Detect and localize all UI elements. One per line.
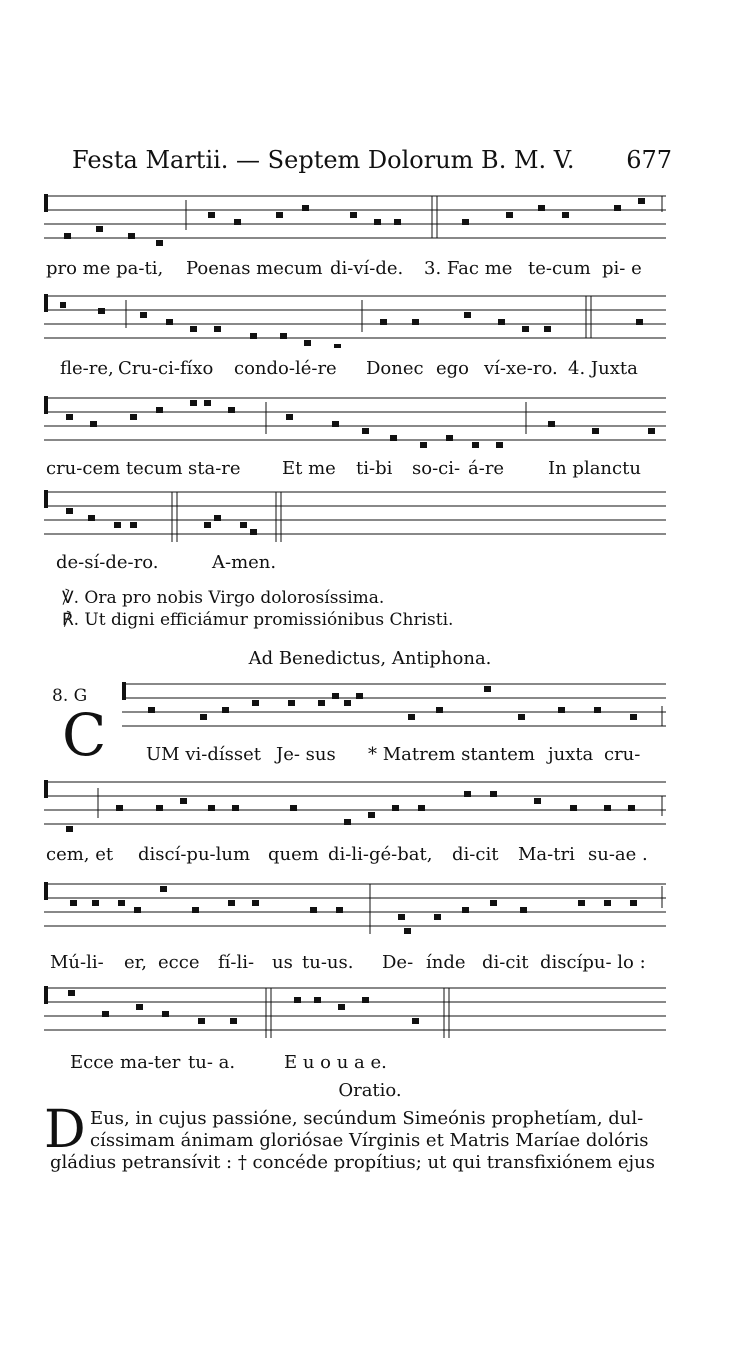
lyric-syllable: pi- e [602, 258, 642, 279]
lyric-syllable: fí-li- [218, 952, 255, 973]
chant-staff-6 [44, 774, 666, 834]
chant-staff-8 [44, 980, 666, 1040]
antiphon-heading: Ad Benedictus, Antiphona. [248, 648, 492, 669]
lyric-syllable: 4. Juxta [568, 358, 638, 379]
lyric-line-5 [0, 744, 740, 770]
lyric-line-3 [0, 458, 740, 484]
oratio-heading: Oratio. [338, 1080, 402, 1101]
lyric-syllable: De- [382, 952, 414, 973]
initial-letter-c: C [62, 701, 107, 769]
lyric-syllable: á-re [468, 458, 505, 479]
page-title: Festa Martii. — Septem Dolorum B. M. V. [72, 146, 575, 174]
versicle: ℣. Ora pro nobis Virgo dolorosíssima. [62, 588, 385, 608]
lyric-syllable: te-cum [528, 258, 591, 279]
staff-lines [44, 288, 666, 348]
lyric-syllable: UM vi-dísset [146, 744, 261, 765]
lyric-syllable: Poenas mecum [186, 258, 323, 279]
lyric-syllable: quem [268, 844, 319, 865]
lyric-syllable: E u o u a e. [284, 1052, 387, 1073]
lyric-syllable: di-li-gé-bat, [328, 844, 433, 865]
lyric-syllable: di-cit [482, 952, 529, 973]
lyric-syllable: cru-cem tecum [46, 458, 183, 479]
lyric-syllable: Et me [282, 458, 336, 479]
staff-lines [44, 188, 666, 248]
lyric-syllable: In planctu [548, 458, 641, 479]
lyric-syllable: di-cit [452, 844, 499, 865]
lyric-syllable: us [272, 952, 293, 973]
chant-staff-3 [44, 390, 666, 450]
oratio-line-1: Eus, in cujus passióne, secúndum Simeónis prophetíam, dul- [90, 1108, 644, 1129]
staff-lines [44, 876, 666, 936]
lyric-syllable: juxta [548, 744, 594, 765]
lyric-syllable: ti-bi [356, 458, 393, 479]
staff-lines [44, 484, 666, 544]
staff-lines [44, 390, 666, 450]
lyric-syllable: discípu- lo : [540, 952, 646, 973]
lyric-syllable: fle-re, [60, 358, 114, 379]
staff-lines [122, 676, 666, 736]
lyric-syllable: tu-us. [302, 952, 354, 973]
chant-staff-7 [44, 876, 666, 936]
initial-letter-d: D [44, 1100, 86, 1160]
lyric-syllable: ego [436, 358, 470, 379]
lyric-syllable: Je- sus [276, 744, 336, 765]
lyric-syllable: cru- [604, 744, 641, 765]
lyric-line-8 [0, 1052, 740, 1078]
lyric-syllable: discí-pu-lum [138, 844, 251, 865]
lyric-syllable: condo-lé-re [234, 358, 337, 379]
lyric-syllable: ecce [158, 952, 200, 973]
lyric-syllable: Mú-li- [50, 952, 104, 973]
lyric-syllable: * Matrem stantem [368, 744, 535, 765]
lyric-syllable: er, [124, 952, 148, 973]
lyric-line-6 [0, 844, 740, 870]
page-header [72, 146, 672, 174]
lyric-syllable: Donec [366, 358, 424, 379]
lyric-syllable: ví-xe-ro. [484, 358, 558, 379]
lyric-syllable: Ecce [70, 1052, 114, 1073]
lyric-syllable: 3. Fac me [424, 258, 513, 279]
lyric-syllable: Ma-tri [518, 844, 575, 865]
lyric-syllable: A-men. [212, 552, 277, 573]
lyric-syllable: pro me pa-ti, [46, 258, 164, 279]
oratio-line-2: císsimam ánimam gloriósae Vírginis et Matris Maríae dolóris [90, 1130, 649, 1151]
lyric-line-1 [0, 258, 740, 284]
lyric-syllable: sta-re [188, 458, 241, 479]
lyric-syllable: de-sí-de-ro. [56, 552, 159, 573]
page-number: 677 [626, 146, 672, 174]
lyric-syllable: Cru-ci-fíxo [118, 358, 214, 379]
lyric-syllable: índe [426, 952, 466, 973]
lyric-syllable: cem, et [46, 844, 114, 865]
lyric-line-2 [0, 358, 740, 384]
chant-staff-1 [44, 188, 666, 248]
lyric-syllable: tu- a. [188, 1052, 236, 1073]
oratio-line-3: gládius petransívit : † concéde propítius; ut qui transfixiónem ejus [50, 1152, 655, 1173]
response: ℟. Ut digni efficiámur promissiónibus Christi. [62, 610, 454, 630]
staff-lines [44, 980, 666, 1040]
chant-staff-4 [44, 484, 666, 544]
chant-staff-2 [44, 288, 666, 348]
lyric-line-4 [0, 552, 740, 578]
lyric-syllable: su-ae . [588, 844, 648, 865]
lyric-syllable: di-ví-de. [330, 258, 404, 279]
mode-label: 8. G [52, 686, 88, 706]
chant-staff-5 [122, 676, 666, 736]
lyric-syllable: ma-ter [120, 1052, 181, 1073]
lyric-syllable: so-ci- [412, 458, 461, 479]
lyric-line-7 [0, 952, 740, 978]
staff-lines [44, 774, 666, 834]
